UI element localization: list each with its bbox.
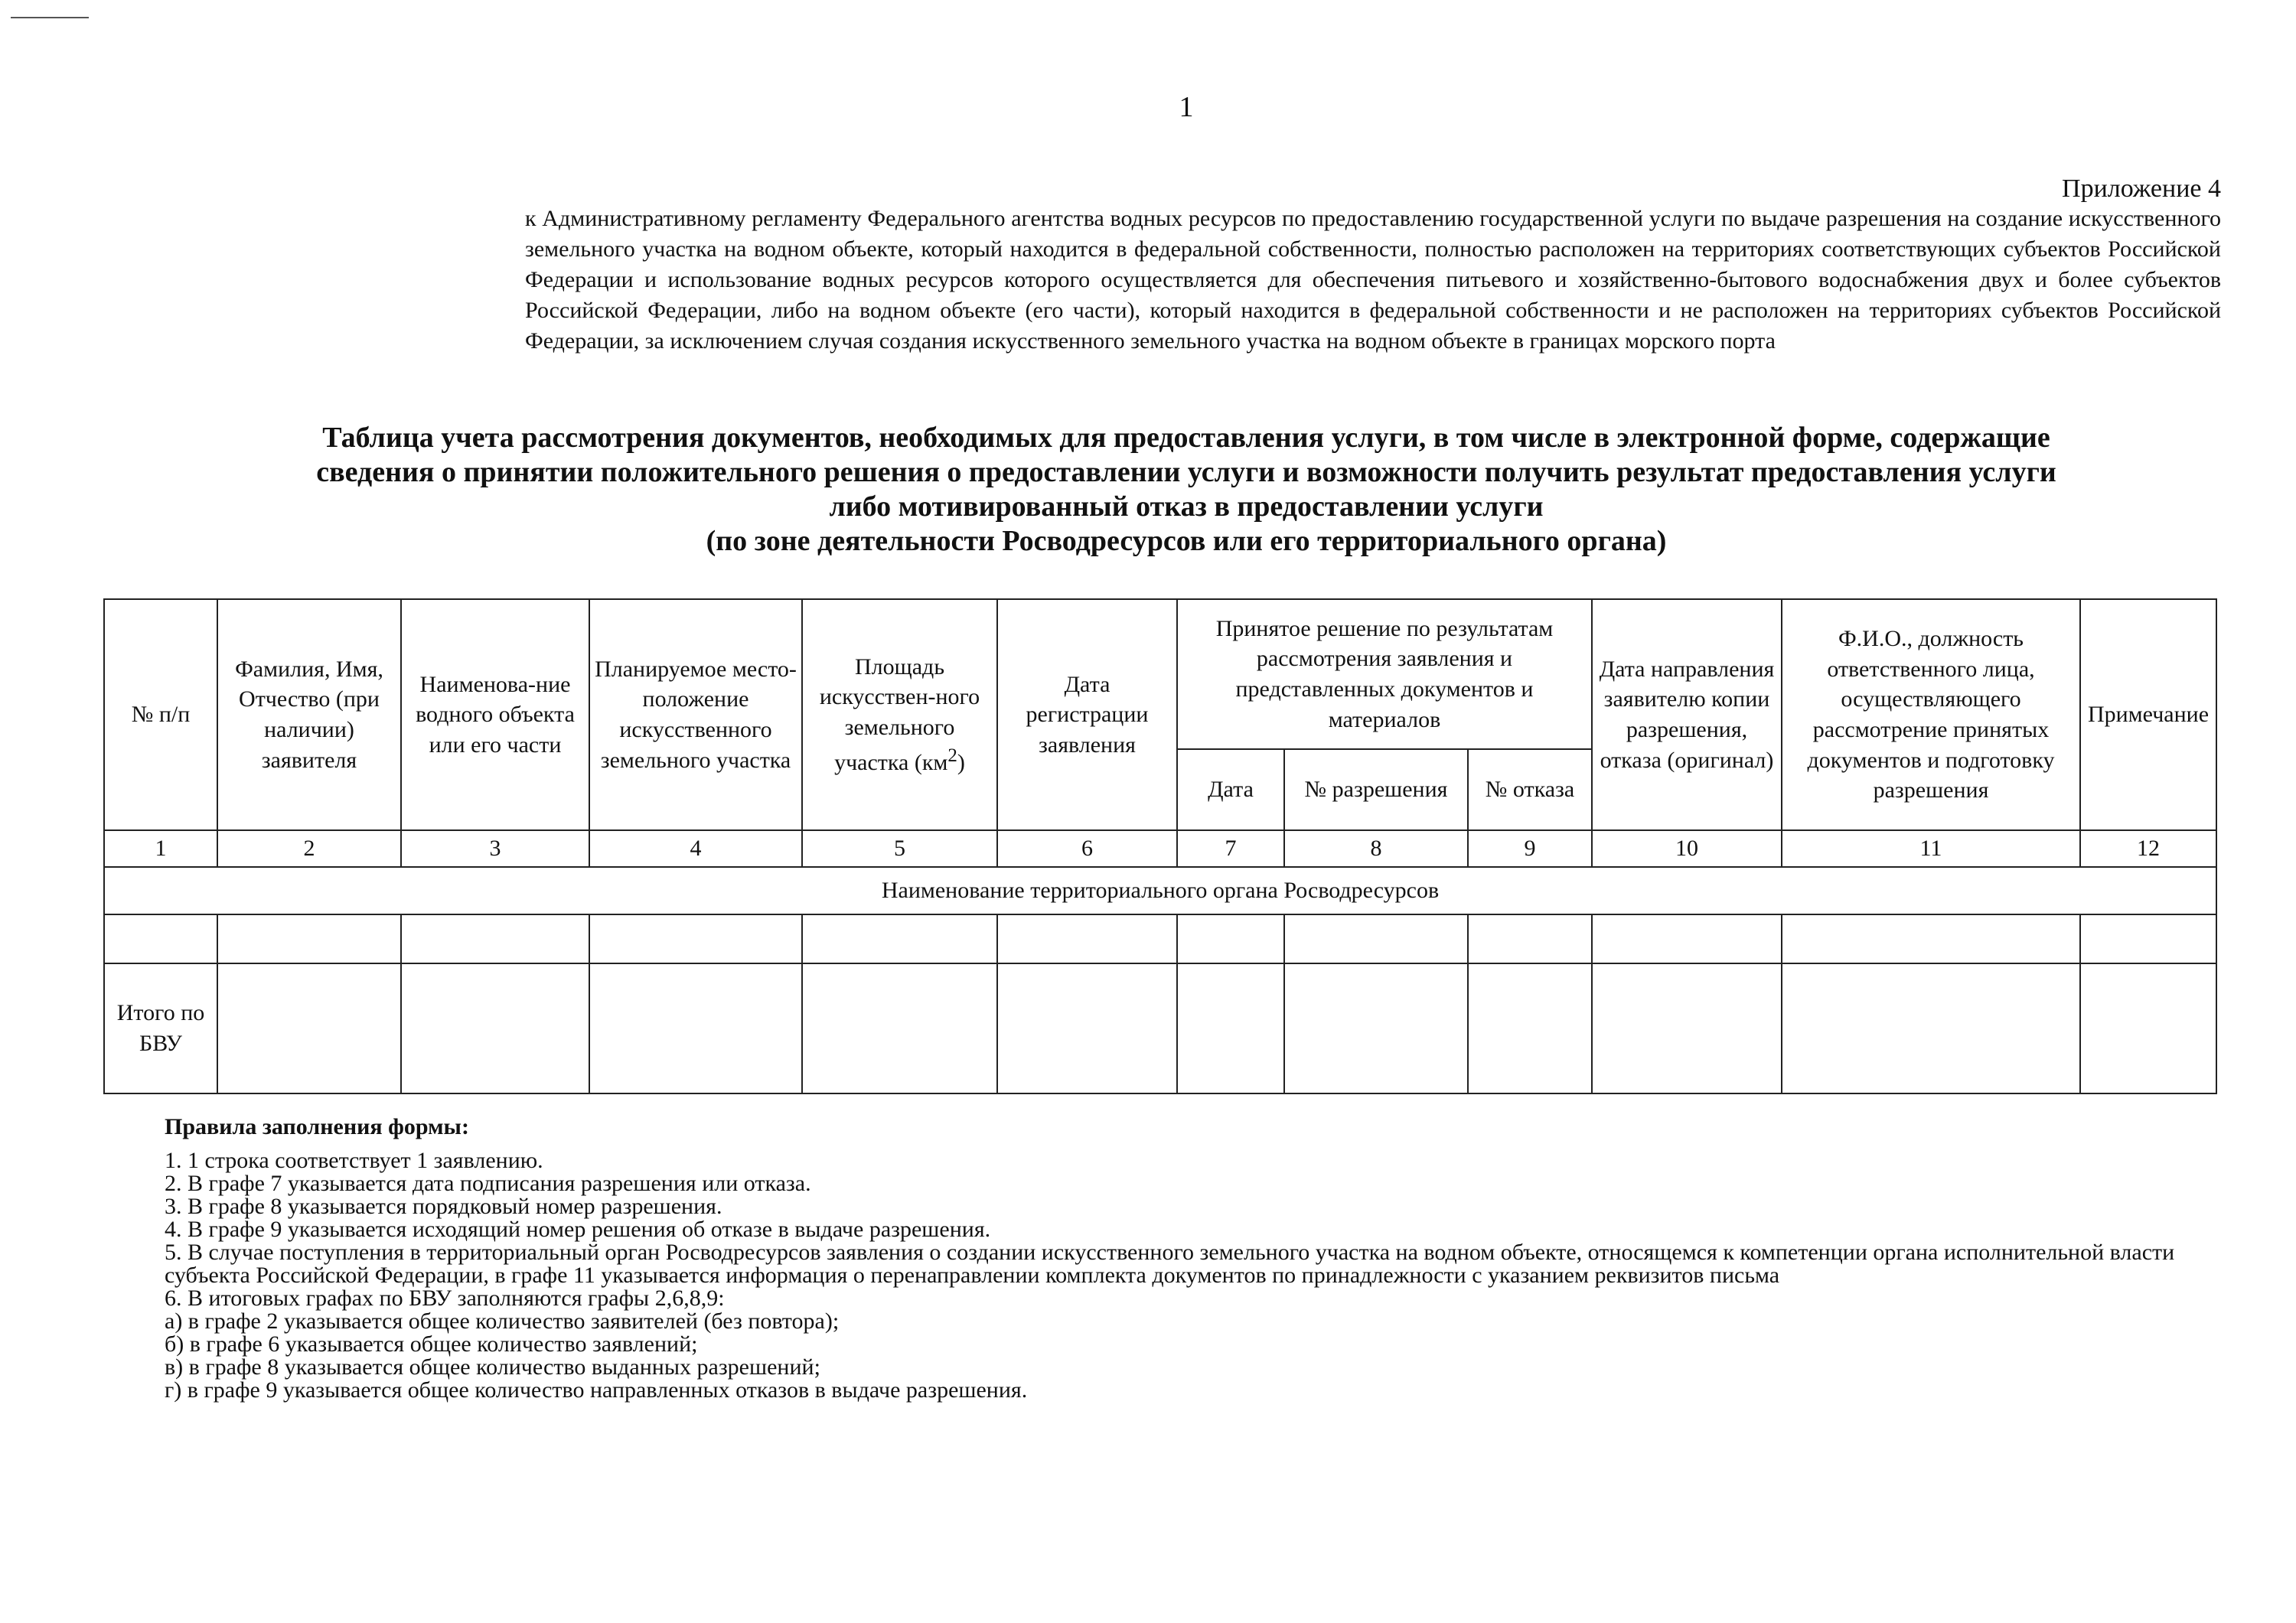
rule-item: 4. В графе 9 указывается исходящий номер решения об отказе в выдаче разрешения. xyxy=(165,1217,991,1242)
column-number: 6 xyxy=(997,830,1177,867)
header-decision-group: Принятое решение по результатам рассмотрения заявления и представленных документов и материалов xyxy=(1177,599,1592,749)
header-col-3: Наименова-ние водного объекта или его части xyxy=(401,599,589,830)
column-number: 9 xyxy=(1468,830,1592,867)
table-cell xyxy=(802,963,997,1093)
header-col-1: № п/п xyxy=(104,599,217,830)
rules-title: Правила заполнения формы: xyxy=(165,1114,469,1139)
header-col-8: № разрешения xyxy=(1284,749,1468,830)
column-number: 10 xyxy=(1592,830,1782,867)
table-cell xyxy=(217,963,401,1093)
header-col-5: Площадь искусствен-ного земельного участка $(км^2)$ xyxy=(802,599,997,830)
column-number: 11 xyxy=(1782,830,2080,867)
page-number: 1 xyxy=(1179,91,1194,123)
rule-item: б) в графе 6 указывается общее количество заявлений; xyxy=(165,1331,698,1357)
header-col-6: Дата регистрации заявления xyxy=(997,599,1177,830)
header-col-7: Дата xyxy=(1177,749,1284,830)
column-number-row xyxy=(104,830,2216,867)
rule-item: г) в графе 9 указывается общее количество направленных отказов в выдаче разрешения. xyxy=(165,1377,1028,1403)
table-cell xyxy=(589,963,802,1093)
column-number: 5 xyxy=(802,830,997,867)
column-number: 4 xyxy=(589,830,802,867)
table-cell xyxy=(401,963,589,1093)
rule-item: 6. В итоговых графах по БВУ заполняются графы 2,6,8,9: xyxy=(165,1286,725,1311)
header-col-9: № отказа xyxy=(1468,749,1592,830)
table-row xyxy=(104,914,2216,963)
rule-item: 3. В графе 8 указывается порядковый номер разрешения. xyxy=(165,1194,722,1219)
table-cell xyxy=(1284,914,1468,963)
corner-mark xyxy=(11,17,89,18)
table-cell xyxy=(104,914,217,963)
header-col-2: Фамилия, Имя, Отчество (при наличии) заявителя xyxy=(217,599,401,830)
table-cell xyxy=(1592,914,1782,963)
table-cell xyxy=(1177,914,1284,963)
table-title-line: либо мотивированный отказ в предоставлении услуги xyxy=(829,490,1544,523)
table-cell xyxy=(1284,963,1468,1093)
table-title-line: сведения о принятии положительного решения о предоставлении услуги и возможности получить результат предоставления услуги xyxy=(316,456,2056,488)
table-cell xyxy=(1782,914,2080,963)
table-cell xyxy=(1177,963,1284,1093)
table-cell xyxy=(1468,963,1592,1093)
rule-item: 2. В графе 7 указывается дата подписания разрешения или отказа. xyxy=(165,1171,811,1196)
rule-item: 1. 1 строка соответствует 1 заявлению. xyxy=(165,1148,543,1173)
table-cell xyxy=(997,963,1177,1093)
org-name-cell: Наименование территориального органа Росводресурсов xyxy=(104,867,2216,914)
column-number: 8 xyxy=(1284,830,1468,867)
column-number: 3 xyxy=(401,830,589,867)
table-cell xyxy=(1592,963,1782,1093)
table-title-line: (по зоне деятельности Росводресурсов или его территориального органа) xyxy=(706,525,1667,557)
appendix-description: к Административному регламенту Федерального агентства водных ресурсов по предоставлению государственной услуги по выдаче разрешения на создание искусственного земельного участка на водном объекте, который находится в федеральной собственности, полностью расположен на территориях соответствующих субъектов Российской Федерации и использование водных ресурсов которого осуществляется для обеспечения питьевого и хозяйственно-бытового водоснабжения двух и более субъектов Российской Федерации, либо на водном объекте (его части), который находится в федеральной собственности и не расположен на территориях субъектов Российской Федерации, за исключением случая создания искусственного земельного участка на водном объекте в границах морского порта xyxy=(525,206,2221,354)
rule-item: а) в графе 2 указывается общее количество заявителей (без повтора); xyxy=(165,1309,840,1334)
rule-item: в) в графе 8 указывается общее количество выданных разрешений; xyxy=(165,1354,820,1380)
table-title-line: Таблица учета рассмотрения документов, необходимых для предоставления услуги, в том числе в электронной форме, содержащие xyxy=(322,422,2050,454)
org-name-row xyxy=(104,867,2216,914)
table-cell xyxy=(1782,963,2080,1093)
header-col-4: Планируемое место-положение искусственного земельного участка xyxy=(589,599,802,830)
registry-table xyxy=(103,598,2217,1094)
header-col-12: Примечание xyxy=(2080,599,2216,830)
table-cell xyxy=(997,914,1177,963)
column-number: 12 xyxy=(2080,830,2216,867)
header-col-11: Ф.И.О., должность ответственного лица, осуществляющего рассмотрение принятых документов и подготовку разрешения xyxy=(1782,599,2080,830)
header-col-10: Дата направления заявителю копии разрешения, отказа (оригинал) xyxy=(1592,599,1782,830)
table-cell xyxy=(1468,914,1592,963)
column-number: 7 xyxy=(1177,830,1284,867)
rule-item: 5. В случае поступления в территориальный орган Росводресурсов заявления о создании искусственного земельного участка на водном объекте, относящемся к компетенции органа исполнительной власти субъекта Российской Федерации, в графе 11 указывается информация о перенаправлении комплекта документов по принадлежности с указанием реквизитов письма xyxy=(165,1240,2175,1288)
appendix-title: Приложение 4 xyxy=(2062,174,2221,203)
table-cell xyxy=(2080,914,2216,963)
table-cell xyxy=(401,914,589,963)
column-number: 2 xyxy=(217,830,401,867)
table-title xyxy=(153,421,2219,559)
column-number: 1 xyxy=(104,830,217,867)
table-cell xyxy=(589,914,802,963)
table-cell xyxy=(802,914,997,963)
header-row-top xyxy=(104,599,2216,749)
table-cell xyxy=(217,914,401,963)
table-cell xyxy=(2080,963,2216,1093)
total-row xyxy=(104,963,2216,1093)
total-label: Итого по БВУ xyxy=(104,963,217,1093)
filling-rules xyxy=(165,1116,2223,1402)
